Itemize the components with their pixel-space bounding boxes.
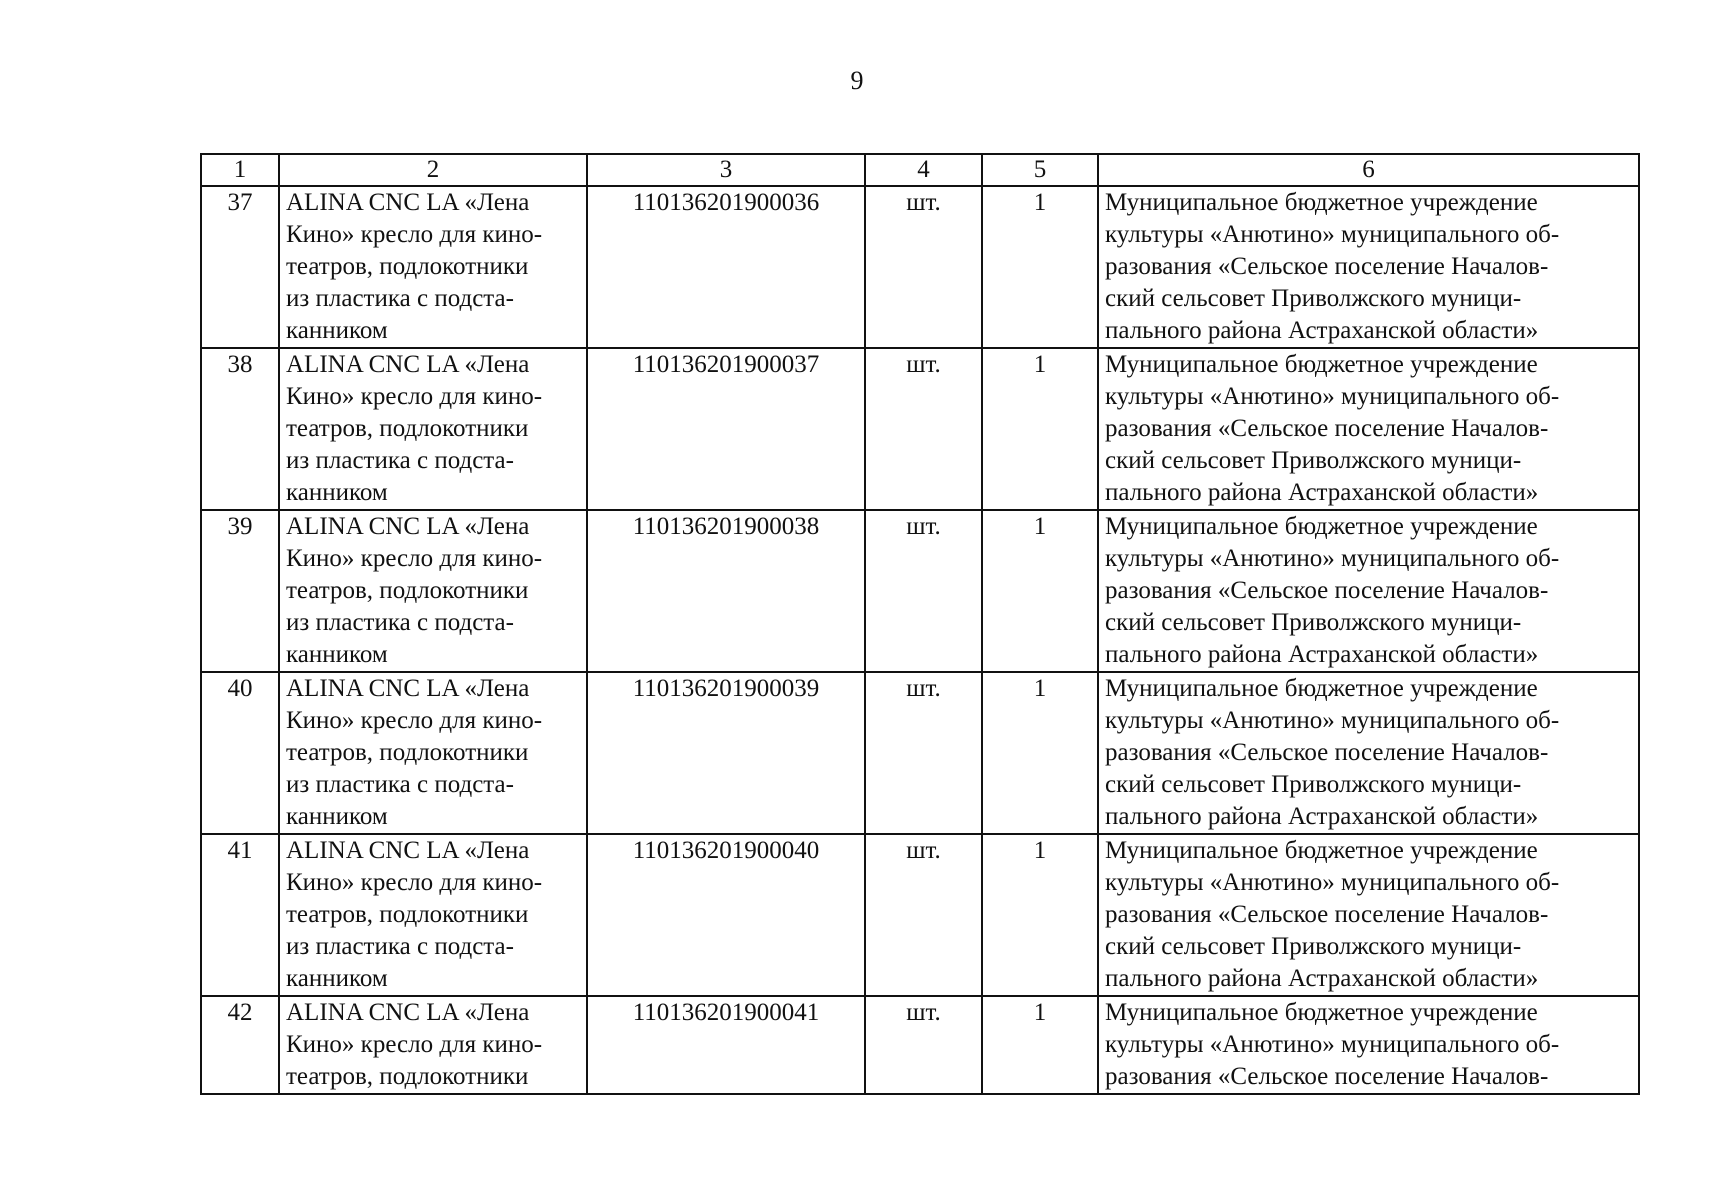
quantity: 1 <box>982 834 1098 996</box>
inventory-code: 110136201900039 <box>587 672 865 834</box>
holder-line: ский сельсовет Приволжского муници- <box>1105 447 1522 474</box>
item-name-line: театров, подлокотники <box>286 901 529 928</box>
item-name-line: Кино» кресло для кино- <box>286 221 543 248</box>
unit: шт. <box>865 834 982 996</box>
item-name-line: Кино» кресло для кино- <box>286 1031 543 1058</box>
item-name <box>279 834 587 996</box>
unit: шт. <box>865 348 982 510</box>
holder-line: разования «Сельское поселение Началов- <box>1105 253 1549 280</box>
row-number: 42 <box>201 996 279 1094</box>
table-row <box>201 996 1639 1094</box>
holder-line: Муниципальное бюджетное учреждение <box>1105 675 1538 702</box>
header-col-3: 3 <box>587 154 865 186</box>
table-row <box>201 834 1639 996</box>
inventory-code: 110136201900038 <box>587 510 865 672</box>
holder-line: разования «Сельское поселение Началов- <box>1105 739 1549 766</box>
quantity: 1 <box>982 510 1098 672</box>
holder <box>1098 510 1639 672</box>
inventory-code: 110136201900040 <box>587 834 865 996</box>
holder-line: культуры «Анютино» муниципального об- <box>1105 869 1560 896</box>
item-name-line: театров, подлокотники <box>286 253 529 280</box>
holder-line: Муниципальное бюджетное учреждение <box>1105 999 1538 1026</box>
item-name <box>279 996 587 1094</box>
inventory-code: 110136201900036 <box>587 186 865 348</box>
holder-line: разования «Сельское поселение Началов- <box>1105 1063 1549 1090</box>
item-name-line: театров, подлокотники <box>286 415 529 442</box>
holder-line: пального района Астраханской области» <box>1105 479 1539 506</box>
item-name-line: из пластика с подста- <box>286 447 514 474</box>
holder-line: пального района Астраханской области» <box>1105 317 1539 344</box>
holder <box>1098 834 1639 996</box>
item-name-line: канником <box>286 803 388 830</box>
item-name-line: канником <box>286 641 388 668</box>
holder-line: пального района Астраханской области» <box>1105 965 1539 992</box>
item-name-line: ALINA CNC LA «Лена <box>286 351 530 378</box>
item-name-line: Кино» кресло для кино- <box>286 869 543 896</box>
item-name-line: театров, подлокотники <box>286 577 529 604</box>
table-header-row <box>201 154 1639 186</box>
unit: шт. <box>865 510 982 672</box>
holder-line: разования «Сельское поселение Началов- <box>1105 415 1549 442</box>
page-number: 9 <box>850 66 864 95</box>
item-name <box>279 510 587 672</box>
unit: шт. <box>865 996 982 1094</box>
table-row <box>201 186 1639 348</box>
holder-line: Муниципальное бюджетное учреждение <box>1105 351 1538 378</box>
inventory-code: 110136201900041 <box>587 996 865 1094</box>
table-row <box>201 672 1639 834</box>
holder-line: культуры «Анютино» муниципального об- <box>1105 221 1560 248</box>
row-number: 37 <box>201 186 279 348</box>
item-name <box>279 672 587 834</box>
item-name-line: театров, подлокотники <box>286 1063 529 1090</box>
holder-line: культуры «Анютино» муниципального об- <box>1105 1031 1560 1058</box>
unit: шт. <box>865 672 982 834</box>
holder-line: разования «Сельское поселение Началов- <box>1105 901 1549 928</box>
header-col-5: 5 <box>982 154 1098 186</box>
unit: шт. <box>865 186 982 348</box>
item-name-line: театров, подлокотники <box>286 739 529 766</box>
holder-line: пального района Астраханской области» <box>1105 803 1539 830</box>
header-col-2: 2 <box>279 154 587 186</box>
holder-line: культуры «Анютино» муниципального об- <box>1105 707 1560 734</box>
item-name-line: Кино» кресло для кино- <box>286 545 543 572</box>
quantity: 1 <box>982 996 1098 1094</box>
header-col-4: 4 <box>865 154 982 186</box>
holder-line: ский сельсовет Приволжского муници- <box>1105 285 1522 312</box>
item-name-line: канником <box>286 317 388 344</box>
holder-line: культуры «Анютино» муниципального об- <box>1105 545 1560 572</box>
holder-line: ский сельсовет Приволжского муници- <box>1105 933 1522 960</box>
holder <box>1098 672 1639 834</box>
table-row <box>201 510 1639 672</box>
holder-line: Муниципальное бюджетное учреждение <box>1105 189 1538 216</box>
holder-line: Муниципальное бюджетное учреждение <box>1105 837 1538 864</box>
holder-line: разования «Сельское поселение Началов- <box>1105 577 1549 604</box>
holder-line: ский сельсовет Приволжского муници- <box>1105 609 1522 636</box>
item-name-line: ALINA CNC LA «Лена <box>286 837 530 864</box>
holder-line: пального района Астраханской области» <box>1105 641 1539 668</box>
item-name-line: Кино» кресло для кино- <box>286 707 543 734</box>
item-name <box>279 348 587 510</box>
item-name-line: ALINA CNC LA «Лена <box>286 999 530 1026</box>
item-name-line: из пластика с подста- <box>286 285 514 312</box>
row-number: 39 <box>201 510 279 672</box>
header-col-1: 1 <box>201 154 279 186</box>
holder-line: Муниципальное бюджетное учреждение <box>1105 513 1538 540</box>
holder <box>1098 186 1639 348</box>
holder <box>1098 996 1639 1094</box>
row-number: 40 <box>201 672 279 834</box>
item-name-line: ALINA CNC LA «Лена <box>286 513 530 540</box>
quantity: 1 <box>982 186 1098 348</box>
row-number: 38 <box>201 348 279 510</box>
item-name-line: канником <box>286 479 388 506</box>
quantity: 1 <box>982 672 1098 834</box>
item-name-line: из пластика с подста- <box>286 771 514 798</box>
inventory-code: 110136201900037 <box>587 348 865 510</box>
quantity: 1 <box>982 348 1098 510</box>
row-number: 41 <box>201 834 279 996</box>
holder <box>1098 348 1639 510</box>
item-name-line: ALINA CNC LA «Лена <box>286 675 530 702</box>
item-name-line: ALINA CNC LA «Лена <box>286 189 530 216</box>
header-col-6: 6 <box>1098 154 1639 186</box>
holder-line: культуры «Анютино» муниципального об- <box>1105 383 1560 410</box>
item-name-line: канником <box>286 965 388 992</box>
item-name-line: Кино» кресло для кино- <box>286 383 543 410</box>
table-row <box>201 348 1639 510</box>
inventory-table <box>200 153 1640 1095</box>
holder-line: ский сельсовет Приволжского муници- <box>1105 771 1522 798</box>
item-name-line: из пластика с подста- <box>286 609 514 636</box>
item-name <box>279 186 587 348</box>
item-name-line: из пластика с подста- <box>286 933 514 960</box>
